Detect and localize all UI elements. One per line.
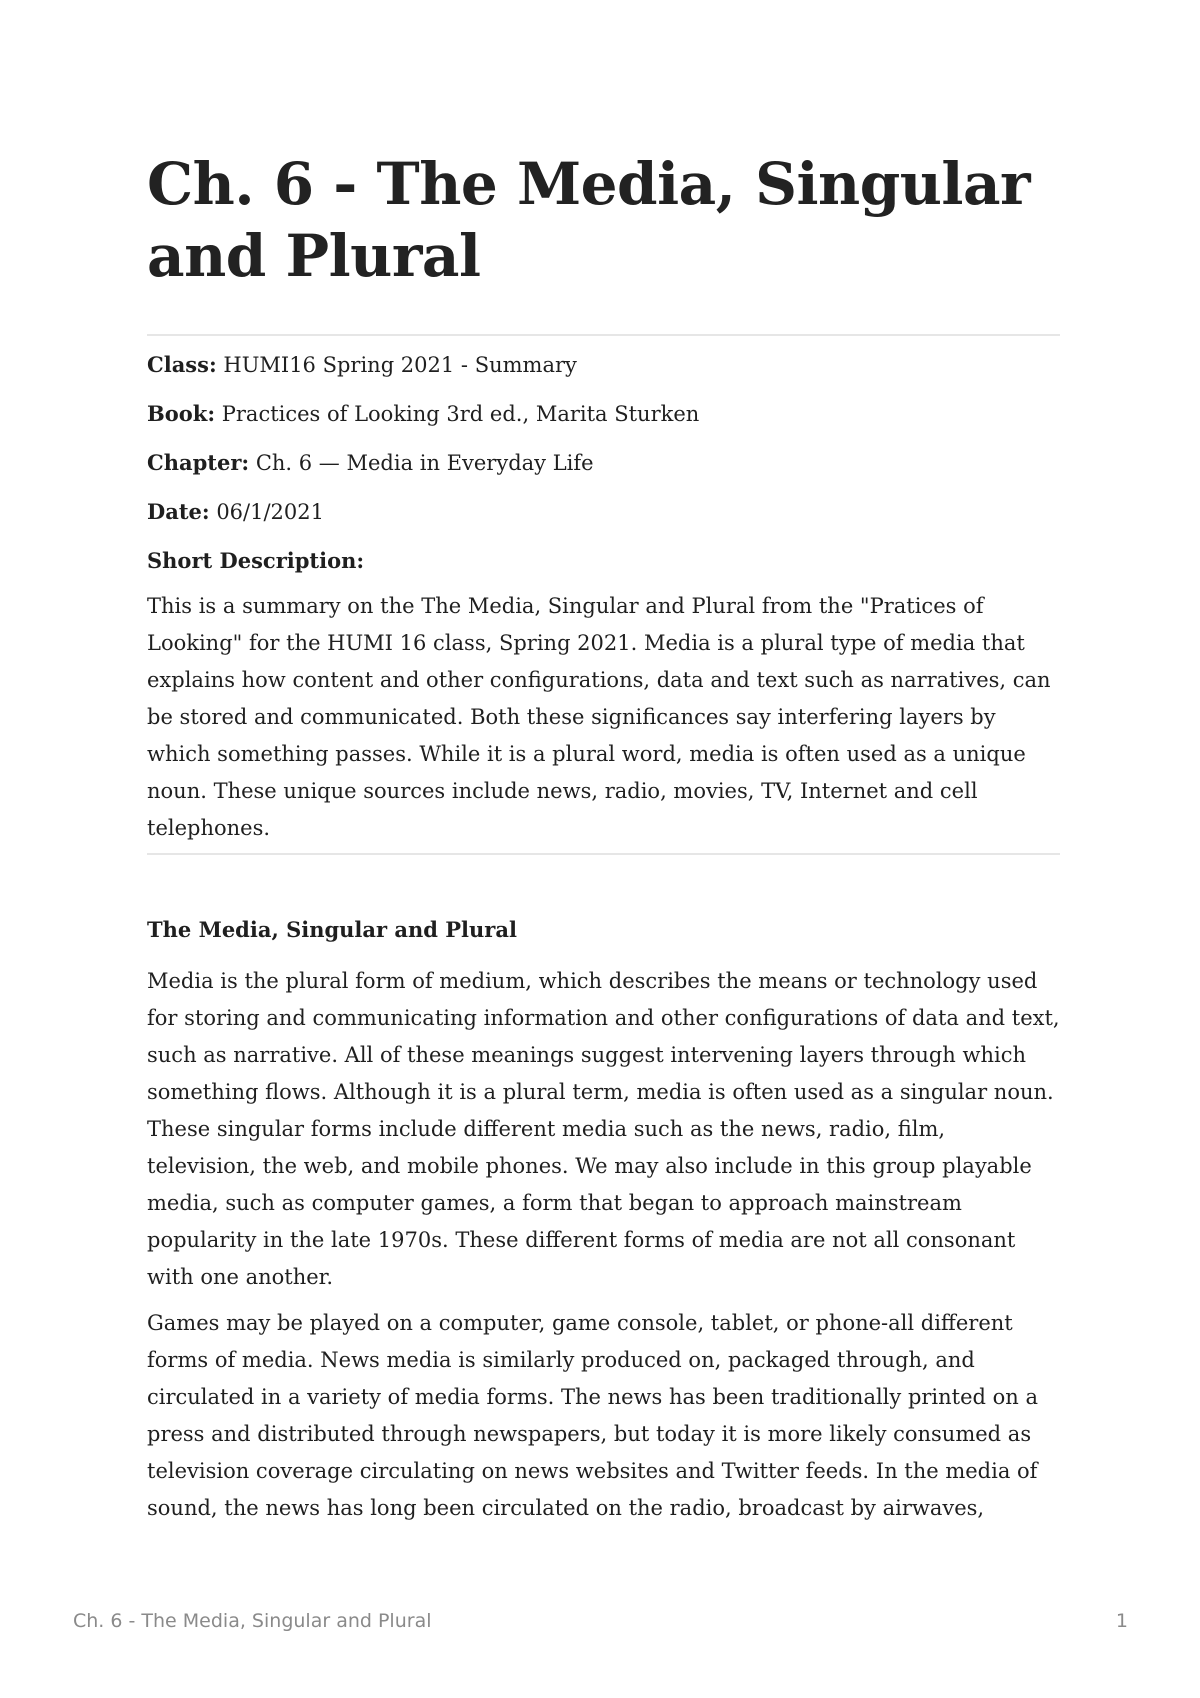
meta-divider xyxy=(147,853,1060,855)
body-paragraph: Games may be played on a computer, game console, tablet, or phone-all different forms of media. News media is similarly produced on, packaged through, and circulated in a variety of media forms. The news has been traditionally printed on a press and distributed through newspapers, but today it is more likely consumed as television coverage circulating on news websites and Twitter feeds. In the media of sound, the news has long been circulated on the radio, broadcast by airwaves, xyxy=(147,1311,1039,1520)
section-heading: The Media, Singular and Plural xyxy=(147,917,517,942)
footer-title: Ch. 6 - The Media, Singular and Plural xyxy=(73,1610,432,1632)
body-paragraph: Media is the plural form of medium, which describes the means or technology used for storing and communicating information and other configurations of data and text, such as narrative. All of these meanings suggest intervening layers through which something flows. Although it is a plural term, media is often used as a singular noun. These singular forms include different media such as the news, radio, film, television, the web, and mobile phones. We may also include in this group playable media, such as computer games, a form that began to approach mainstream popularity in the late 1970s. These different forms of media are not all consonant with one another. xyxy=(147,969,1060,1289)
meta-key: Date: xyxy=(147,499,210,524)
page-number: 1 xyxy=(1115,1610,1128,1632)
meta-key: Class: xyxy=(147,352,217,377)
meta-value: Ch. 6 — Media in Everyday Life xyxy=(249,451,594,475)
short-description-text: This is a summary on the The Media, Singular and Plural from the "Pratices of Looking" for the HUMI 16 class, Spring 2021. Media is a plural type of media that explains how content and other configurations, data and text such as narratives, can be stored and communicated. Both these significances say interfering layers by which something passes. While it is a plural word, media is often used as a unique noun. These unique sources include news, radio, movies, TV, Internet and cell telephones. xyxy=(147,594,1051,840)
meta-chapter xyxy=(147,448,1060,478)
meta-key: Chapter: xyxy=(147,450,250,475)
meta-key: Short Description: xyxy=(147,548,365,573)
meta-class xyxy=(147,350,1060,380)
meta-value: HUMI16 Spring 2021 - Summary xyxy=(216,353,577,377)
metadata-block xyxy=(147,350,1060,847)
document-page xyxy=(147,148,1060,1536)
meta-short-description xyxy=(147,546,1060,576)
meta-value: 06/1/2021 xyxy=(209,500,324,524)
meta-value: Practices of Looking 3rd ed., Marita Sturken xyxy=(215,402,700,426)
page-title: Ch. 6 - The Media, Singular and Plural xyxy=(147,150,1031,290)
meta-key: Book: xyxy=(147,401,216,426)
meta-date xyxy=(147,497,1060,527)
title-divider xyxy=(147,334,1060,336)
meta-book xyxy=(147,399,1060,429)
